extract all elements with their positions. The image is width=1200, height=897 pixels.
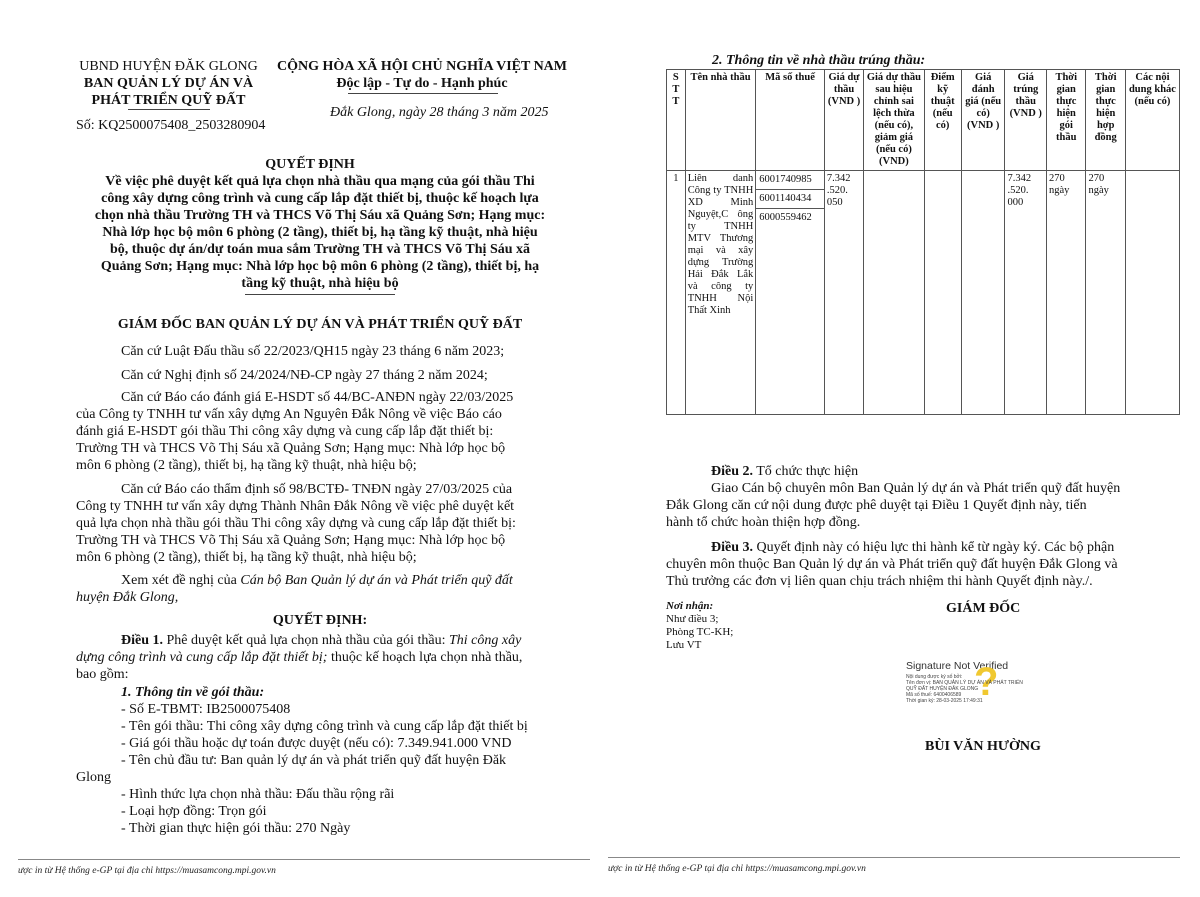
decision-subject — [60, 173, 580, 292]
article-2-title: Tổ chức thực hiện — [753, 464, 859, 479]
paragraph-line: của Công ty TNHH tư vấn xây dựng An Nguyên Đắk Nông về việc Báo cáo — [76, 407, 502, 422]
issuer-block — [76, 58, 261, 109]
subject-line: tầng kỹ thuật, nhà hiệu bộ — [241, 276, 399, 291]
recipient-item: Lưu VT — [666, 639, 702, 651]
header-stt: S T T — [667, 70, 686, 171]
header-package-time: Thời gian thực hiện gói thầu — [1047, 70, 1086, 171]
header-bid-price: Giá dự thầu (VND ) — [824, 70, 863, 171]
tax-id: 6001740985 — [756, 171, 824, 190]
signer-name: BÙI VĂN HƯỜNG — [925, 739, 1041, 754]
paragraph-line: hành tổ chức hoàn thiện hợp đồng. — [666, 515, 861, 530]
basis-law: Căn cứ Luật Đấu thầu số 22/2023/QH15 ngày 23 tháng 6 năm 2023; — [121, 344, 505, 359]
footer-rule — [608, 857, 1180, 858]
cell-bid-price: 7.342 .520. 050 — [824, 171, 863, 415]
package-info-list — [121, 701, 581, 769]
footer-text: ược in từ Hệ thống e-GP tại địa chỉ https://muasamcong.mpi.gov.vn — [608, 864, 866, 874]
paragraph-line: Căn cứ Báo cáo thẩm định số 98/BCTĐ- TNĐN ngày 27/03/2025 của — [121, 482, 513, 497]
paragraph-line: Trường TH và THCS Võ Thị Sáu xã Quảng Sơn; Hạng mục: Nhà lớp học bộ — [76, 441, 506, 456]
package-item: - Thời gian thực hiện gói thầu: 270 Ngày — [121, 821, 351, 836]
owner-continuation: Glong — [76, 770, 111, 785]
cell-eval-price — [961, 171, 1005, 415]
digital-signature — [906, 660, 1066, 710]
paragraph-line: Trường TH và THCS Võ Thị Sáu xã Quảng Sơn; Hạng mục: Nhà lớp học bộ — [76, 533, 506, 548]
signature-details — [906, 674, 1066, 704]
paragraph-line: Công ty TNHH tư vấn xây dựng Thành Nhân Đắk Nông về việc phê duyệt kết — [76, 499, 515, 514]
header-win-price: Giá trúng thầu (VND ) — [1005, 70, 1047, 171]
table-header-row — [667, 70, 1180, 171]
cell-contractor-name: Liên danh Công ty TNHH XD Minh Nguyệt,C ông ty TNHH MTV Thương mại và xây dựng Trường Hải Đắk Lắk và công ty TNHH Nội Thất Xinh — [685, 171, 756, 415]
article-1-end: bao gồm: — [76, 667, 129, 682]
article-1-label: Điều 1. — [121, 633, 163, 648]
header-tech-score: Điểm kỹ thuật (nếu có) — [924, 70, 961, 171]
authority-heading: GIÁM ĐỐC BAN QUẢN LÝ DỰ ÁN VÀ PHÁT TRIỂN QUỸ ĐẤT — [117, 317, 523, 332]
subject-line: Nhà lớp học bộ môn 6 phòng (2 tầng), thiết bị, hạ tầng kỹ thuật, nhà hiệu — [102, 225, 538, 240]
package-info-list-2 — [121, 786, 581, 837]
package-item: - Tên gói thầu: Thi công xây dựng công trình và cung cấp lắp đặt thiết bị — [121, 719, 528, 734]
article-1-text: Phê duyệt kết quả lựa chọn nhà thầu của gói thầu: — [163, 633, 449, 648]
cell-other — [1125, 171, 1179, 415]
article-1-rest: thuộc kế hoạch lựa chọn nhà thầu, — [327, 650, 523, 665]
country-name: CỘNG HÒA XÃ HỘI CHỦ NGHĨA VIỆT NAM — [276, 59, 567, 74]
package-item: - Giá gói thầu hoặc dự toán được duyệt (nếu có): 7.349.941.000 VND — [121, 736, 512, 751]
paragraph-line: chuyên môn thuộc Ban Quản lý dự án và Phát triển quỹ đất huyện Đắk Glong và — [666, 557, 1118, 572]
paragraph-line: Giao Cán bộ chuyên môn Ban Quản lý dự án và Phát triển quỹ đất huyện — [711, 481, 1121, 496]
header-contract-time: Thời gian thực hiện hợp đồng — [1086, 70, 1125, 171]
question-mark-icon: ? — [974, 660, 999, 704]
motto: Độc lập - Tự do - Hạnh phúc — [336, 76, 508, 91]
subject-line: Quảng Sơn; Hạng mục: Nhà lớp học bộ môn 6 phòng (2 tầng), thiết bị, hạ — [100, 259, 540, 274]
cell-win-price: 7.342 .520. 000 — [1005, 171, 1047, 415]
article-3 — [666, 539, 1166, 590]
signature-detail: Nội dung được ký số bởi: — [906, 674, 963, 680]
table-row — [667, 171, 1180, 415]
consider-proposer-2: huyện Đắk Glong, — [76, 590, 179, 605]
signature-detail: QUỸ ĐẤT HUYỆN ĐĂK GLONG — [906, 686, 979, 692]
footer-text: ược in từ Hệ thống e-GP tại địa chỉ https://muasamcong.mpi.gov.vn — [18, 866, 276, 876]
signature-detail: Thời gian ký: 28-03-2025 17:49:31 — [906, 698, 983, 704]
article-1 — [76, 632, 568, 683]
paragraph-line: môn 6 phòng (2 tầng), thiết bị, hạ tầng kỹ thuật, nhà hiệu bộ; — [76, 458, 417, 473]
consideration — [76, 572, 568, 606]
paragraph-line: môn 6 phòng (2 tầng), thiết bị, hạ tầng kỹ thuật, nhà hiệu bộ; — [76, 550, 417, 565]
cell-stt: 1 — [667, 171, 686, 415]
paragraph-line: đánh giá E-HSDT gói thầu Thi công xây dựng và cung cấp lắp đặt thiết bị: — [76, 424, 494, 439]
recipient-item: Như điều 3; — [666, 613, 719, 625]
issuer-underline — [128, 109, 210, 110]
paragraph-line: Đắk Glong căn cứ nội dung được phê duyệt tại Điều 1 Quyết định này, tiến — [666, 498, 1087, 513]
national-motto — [272, 58, 572, 92]
subject-line: chọn nhà thầu Trường TH và THCS Võ Thị Sáu xã Quảng Sơn; Hạng mục: — [94, 208, 546, 223]
tax-id: 6000559462 — [759, 212, 812, 223]
issuer-district: UBND HUYỆN ĐĂK GLONG — [79, 59, 258, 74]
article-2 — [666, 463, 1166, 531]
issuer-board: BAN QUẢN LÝ DỰ ÁN VÀ — [83, 76, 254, 91]
basis-appraisal-report — [76, 481, 568, 566]
basis-decree: Căn cứ Nghị định số 24/2024/NĐ-CP ngày 27 tháng 2 năm 2024; — [121, 368, 488, 383]
motto-underline — [348, 93, 498, 94]
paragraph-line: quả lựa chọn nhà thầu gói thầu Thi công xây dựng và cung cấp lắp đặt thiết bị: — [76, 516, 516, 531]
recipients-block — [666, 600, 733, 652]
cell-tax-ids — [756, 171, 825, 415]
header-adjusted-price: Giá dự thầu sau hiệu chỉnh sai lệch thừa (nếu có), giảm giá (nếu có) (VND) — [864, 70, 924, 171]
cell-tech-score — [924, 171, 961, 415]
cell-contract-time: 270 ngày — [1086, 171, 1125, 415]
section-1-heading: 1. Thông tin về gói thầu: — [121, 685, 265, 700]
package-item: - Tên chủ đầu tư: Ban quản lý dự án và phát triển quỹ đất huyện Đăk — [121, 753, 507, 768]
package-item: - Loại hợp đồng: Trọn gói — [121, 804, 267, 819]
cell-adjusted-price — [864, 171, 924, 415]
subject-line: công xây dựng công trình và cung cấp lắp đặt thiết bị, thuộc kế hoạch lựa — [101, 191, 539, 206]
signature-status: Signature Not Verified — [906, 660, 1009, 672]
footer-rule — [18, 859, 590, 860]
recipient-item: Phòng TC-KH; — [666, 626, 734, 638]
header-tax-id: Mã số thuế — [756, 70, 825, 171]
signature-detail: Tên đơn vị: BAN QUẢN LÝ DỰ ÁN VÀ PHÁT TRIỂN — [906, 680, 1023, 686]
paragraph-line: Thủ trưởng các đơn vị liên quan chịu trách nhiệm thi hành Quyết định này./. — [666, 574, 1093, 589]
header-contractor-name: Tên nhà thầu — [685, 70, 756, 171]
article-3-text: Quyết định này có hiệu lực thi hành kể từ ngày ký. Các bộ phận — [753, 540, 1115, 555]
issue-date: Đắk Glong, ngày 28 tháng 3 năm 2025 — [330, 105, 549, 120]
recipients-label: Nơi nhận: — [666, 600, 714, 612]
section-2-heading: 2. Thông tin về nhà thầu trúng thầu: — [712, 53, 926, 68]
article-3-label: Điều 3. — [711, 540, 753, 555]
signature-detail: Mã số thuế: 6400406589 — [906, 692, 962, 698]
article-2-label: Điều 2. — [711, 464, 753, 479]
winning-contractor-table — [666, 69, 1180, 415]
signer-title: GIÁM ĐỐC — [946, 601, 1021, 616]
header-other: Các nội dung khác (nếu có) — [1125, 70, 1179, 171]
document-number: Số: KQ2500075408_2503280904 — [76, 118, 266, 133]
tax-id: 6001140434 — [756, 190, 824, 209]
consider-proposer: Cán bộ Ban Quản lý dự án và Phát triển quỹ đất — [240, 573, 513, 588]
decide-heading: QUYẾT ĐỊNH: — [272, 613, 368, 628]
basis-evaluation-report — [76, 389, 568, 474]
cell-package-time: 270 ngày — [1047, 171, 1086, 415]
header-eval-price: Giá đánh giá (nếu có) (VND ) — [961, 70, 1005, 171]
subject-underline — [245, 294, 395, 295]
article-1-package: Thi công xây — [448, 633, 522, 648]
subject-line: bộ, thuộc dự án/dự toán mua sắm Trường TH và THCS Võ Thị Sáu xã — [109, 242, 531, 257]
consider-text: Xem xét đề nghị của — [121, 573, 241, 588]
package-item: - Số E-TBMT: IB2500075408 — [121, 702, 291, 717]
paragraph-line: Căn cứ Báo cáo đánh giá E-HSDT số 44/BC-ANĐN ngày 22/03/2025 — [121, 390, 514, 405]
decision-title: QUYẾT ĐỊNH — [265, 157, 355, 172]
article-1-package-2: dựng công trình và cung cấp lắp đặt thiết bị; — [76, 650, 328, 665]
issuer-board-2: PHÁT TRIỂN QUỸ ĐẤT — [91, 93, 246, 108]
package-item: - Hình thức lựa chọn nhà thầu: Đấu thầu rộng rãi — [121, 787, 395, 802]
subject-line: Về việc phê duyệt kết quả lựa chọn nhà thầu qua mạng của gói thầu Thi — [105, 174, 535, 189]
